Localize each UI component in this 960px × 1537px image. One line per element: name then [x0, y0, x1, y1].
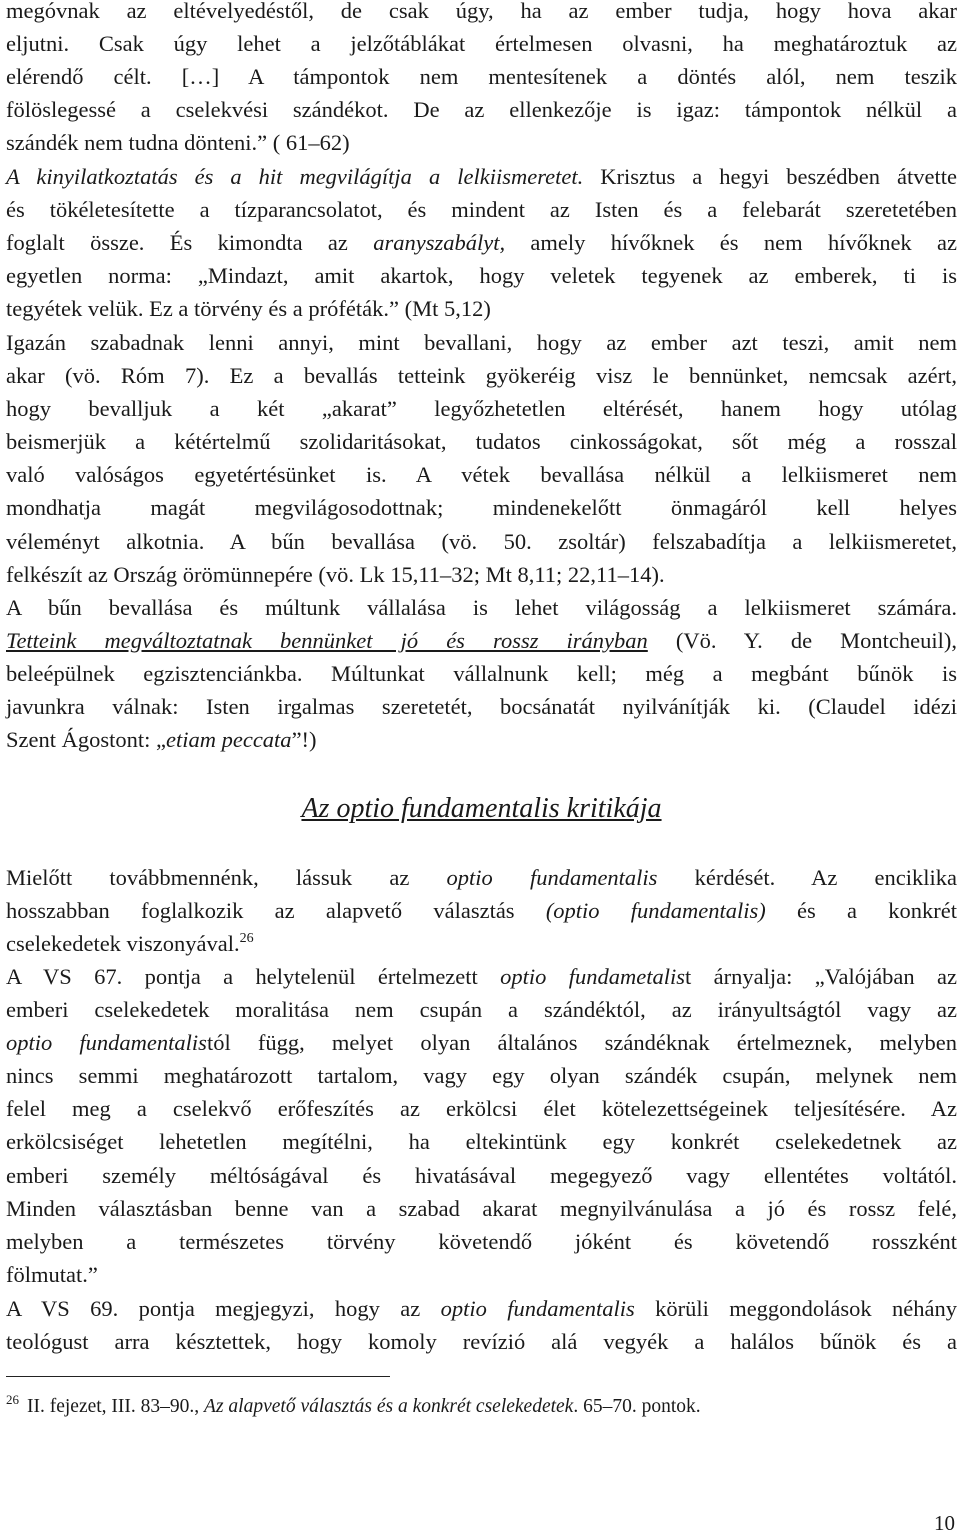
paragraph-past — [6, 591, 957, 756]
paragraph-revelation — [6, 160, 957, 325]
text-line: A VS 69. pontja megjegyzi, hogy az optio fundamentalis körüli meggondolások néhány — [6, 1296, 958, 1321]
text-line: emberi cselekedetek moralitása nem csupán a szándéktól, az irányultságtól vagy az — [6, 997, 957, 1023]
text-line: felkészít az Ország örömünnepére (vö. Lk 15,11–32; Mt 8,11; 22,11–14). — [6, 561, 665, 587]
text-line: Tetteink megváltoztatnak bennünket jó és rossz irányban (Vö. Y. de Montcheuil), — [6, 628, 957, 654]
italic-term: optio fundametalis — [500, 964, 686, 989]
italic-underlined-phrase: Tetteink megváltoztatnak bennünket jó és rossz irányban — [6, 628, 648, 654]
text-line: és tökéletesítette a tízparancsolatot, és mindent az Isten és a felebarát szeretetében — [6, 197, 957, 223]
text-line: foglalt össze. És kimondta az aranyszabályt, amely hívőknek és nem hívőknek az — [6, 230, 957, 256]
text-line: optio fundamentalistól függ, melyet olyan általános szándéknak értelmeznek, melyben — [6, 1030, 957, 1056]
italic-term: aranyszabályt, — [373, 230, 506, 256]
text-line: Minden választásban benne van a szabad akarat megnyilvánulása a jó és rossz felé, — [6, 1195, 957, 1221]
text-line: fölmutat.” — [6, 1261, 98, 1287]
paragraph-vs67 — [6, 960, 957, 1291]
italic-lead: A kinyilatkoztatás és a hit megvilágítja a lelkiismeretet. — [6, 164, 584, 189]
text-line: hosszabban foglalkozik az alapvető választás (optio fundamentalis) és a konkrét — [6, 898, 957, 924]
footnote-title: Az alapvető választás és a konkrét cselekedetek — [204, 1396, 574, 1417]
section-heading: Az optio fundamentalis kritikája — [301, 793, 662, 824]
text-line: fölöslegessé a cselekvési szándékot. De az ellenkezője is igaz: támpontok nélkül a — [6, 97, 957, 123]
paragraph-confession — [6, 326, 957, 591]
text-line: Igazán szabadnak lenni annyi, mint bevallani, hogy az ember azt teszi, amit nem — [6, 330, 957, 355]
text-line: elérendő célt. […] A támpontok nem mentesítenek a döntés alól, nem teszik — [6, 64, 957, 90]
italic-term: optio fundamentalis — [6, 1030, 207, 1056]
text-line: javunkra válnak: Isten irgalmas szeretetét, bocsánatát nyilvánítják ki. (Claudel idézi — [6, 694, 957, 720]
text-line: A kinyilatkoztatás és a hit megvilágítja a lelkiismeretet. Krisztus a hegyi beszédben átvette — [6, 164, 958, 189]
footnote-number: 26 — [6, 1392, 19, 1407]
text-line: mondhatja magát megvilágosodottnak; mindenekelőtt önmagáról kell helyes — [6, 495, 957, 521]
text-line: Szent Ágostont: „etiam peccata”!) — [6, 727, 317, 753]
italic-term: optio fundamentalis — [446, 865, 658, 890]
text-line: beleépülnek egzisztenciánkba. Múltunkat vállalnunk kell; még a megbánt bűnök is — [6, 661, 957, 687]
page-number: 10 — [934, 1511, 955, 1535]
text-line: véleményt alkotnia. A bűn bevallása (vö. 50. zsoltár) felszabadítja a lelkiismeretet, — [6, 528, 957, 554]
text-line: egyetlen norma: „Mindazt, amit akartok, hogy veletek tegyenek az emberek, ti is — [6, 263, 957, 289]
text-line: tegyétek velük. Ez a törvény és a próféták.” (Mt 5,12) — [6, 296, 491, 322]
text-line: való valóságos egyetértésünket is. A vétek bevallása nélkül a lelkiismeret nem — [6, 462, 957, 488]
italic-latin: etiam peccata — [165, 727, 292, 753]
paragraph-quote-continuation — [6, 0, 957, 159]
text-line: felel meg a cselekvő erőfeszítés az erkölcsi élet kötelezettségeinek teljesítésére. Az — [6, 1096, 957, 1122]
italic-term: optio fundamentalis — [440, 1296, 635, 1321]
footnote-separator — [6, 1376, 390, 1377]
text-line: teológust arra késztettek, hogy komoly revízió alá vegyék a halálos bűnök és a — [6, 1329, 957, 1355]
footnote: $^{26}$ II. fejezet, III. 83–90., Az alapvető választás és a konkrét cselekedetek. 65–70. pontok. — [6, 1392, 701, 1417]
text-line: nincs semmi meghatározott tartalom, vagy egy olyan szándék csupán, melynek nem — [6, 1063, 957, 1089]
text-line: megóvnak az eltévelyedéstől, de csak úgy, ha az ember tudja, hogy hova akar — [6, 0, 957, 23]
text-line: A VS 67. pontja a helytelenül értelmezett optio fundametalist árnyalja: „Valójában az — [6, 964, 958, 989]
text-line: akar (vö. Róm 7). Ez a bevallás tetteink gyökeréig visz le bennünket, nemcsak azért, — [6, 363, 957, 389]
paragraph-vs69 — [6, 1292, 957, 1358]
text-line: A bűn bevallása és múltunk vállalása is lehet világosság a lelkiismeret számára. — [6, 595, 957, 620]
text-line: emberi személy méltóságával és hivatásával megegyező vagy ellentétes voltától. — [6, 1162, 957, 1188]
text-line: beismerjük a kétértelmű szolidaritásokat, tudatos cinkosságokat, sőt még a rosszal — [6, 429, 957, 455]
text-line: szándék nem tudna dönteni.” ( 61–62) — [6, 130, 350, 156]
italic-term: (optio fundamentalis) — [545, 898, 766, 924]
text-line: eljutni. Csak úgy lehet a jelzőtáblákat értelmesen olvasni, ha meghatároztuk az — [6, 31, 957, 57]
text-line: Mielőtt továbbmennénk, lássuk az optio fundamentalis kérdését. Az enciklika — [6, 865, 958, 890]
text-line: hogy bevalljuk a két „akarat” legyőzhetetlen eltérését, hanem hogy utólag — [6, 396, 957, 422]
text-line: melyben a természetes törvény követendő jóként és követendő rosszként — [6, 1228, 957, 1254]
paragraph-optio-intro — [6, 861, 957, 960]
text-line: erkölcsiséget lehetetlen megítélni, ha eltekintünk egy konkrét cselekedetnek az — [6, 1129, 957, 1155]
footnote-reference[interactable]: 26 — [239, 931, 254, 947]
text-line: cselekedetek viszonyával.$^{26}$ — [6, 931, 254, 957]
